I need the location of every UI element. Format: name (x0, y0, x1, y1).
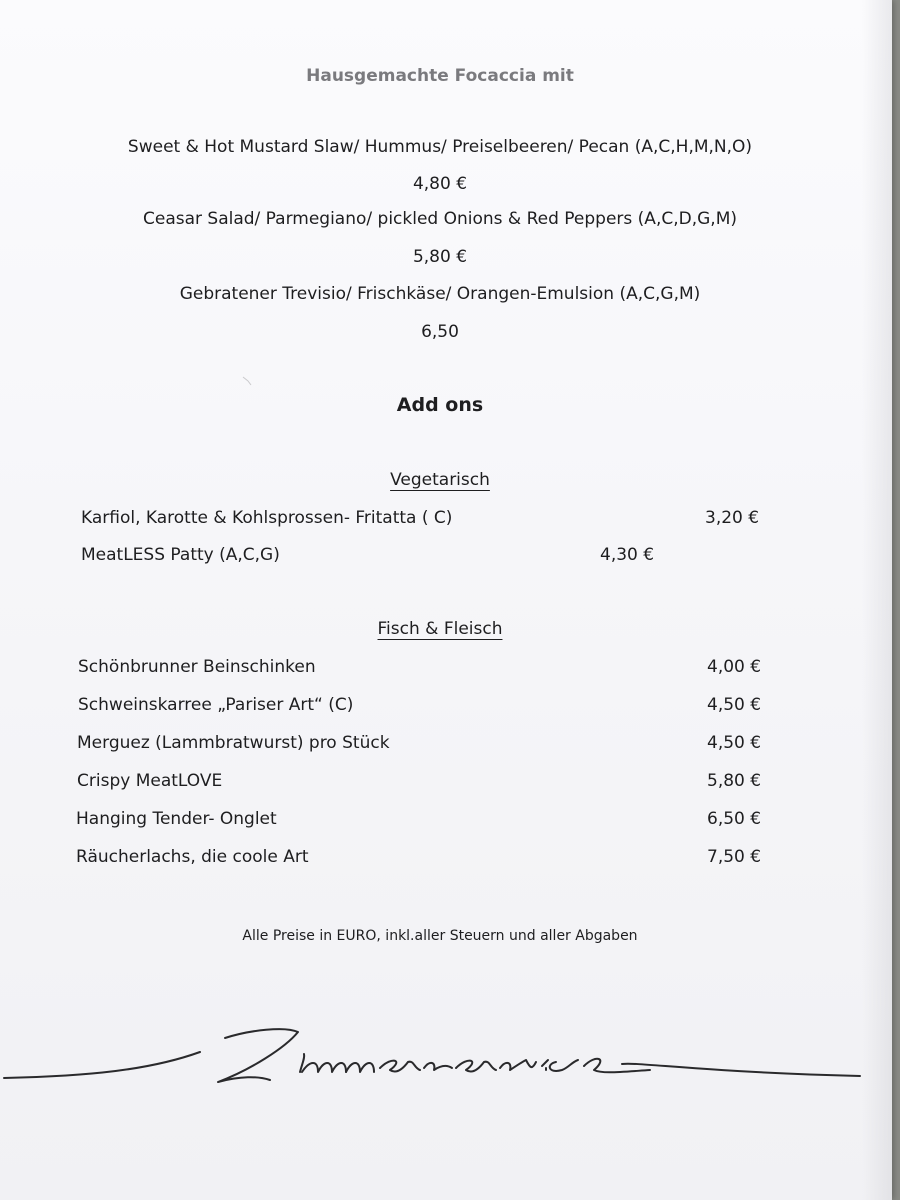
focaccia-item-1-name: Sweet & Hot Mustard Slaw/ Hummus/ Preiselbeeren/ Pecan (A,C,H,M,N,O) (127, 137, 753, 157)
add-ons-heading: Add ons (396, 394, 484, 416)
focaccia-item-3-price: 6,50 (421, 322, 459, 342)
fish-meat-item-2-name: Schweinskarree „Pariser Art“ (C) (78, 695, 354, 715)
vegetarian-item-2-name: MeatLESS Patty (A,C,G) (81, 545, 280, 565)
fish-meat-item-6-name: Räucherlachs, die coole Art (76, 847, 309, 867)
vegetarian-item-2-price: 4,30 € (600, 545, 655, 565)
fish-meat-item-3-name: Merguez (Lammbratwurst) pro Stück (77, 733, 390, 753)
fish-meat-item-3-price: 4,50 € (707, 733, 762, 753)
vegetarian-section-title: Vegetarisch (390, 470, 490, 490)
fish-meat-section-title: Fisch & Fleisch (377, 619, 503, 639)
fish-meat-item-2-price: 4,50 € (707, 695, 762, 715)
fish-meat-item-5-name: Hanging Tender- Onglet (76, 809, 277, 829)
fish-meat-item-4-price: 5,80 € (707, 771, 762, 791)
focaccia-item-1-price: 4,80 € (412, 174, 468, 194)
fish-meat-item-5-price: 6,50 € (707, 809, 762, 829)
vegetarian-item-1-name: Karfiol, Karotte & Kohlsprossen- Fritatta ( C) (81, 508, 453, 528)
fish-meat-item-6-price: 7,50 € (707, 847, 762, 867)
focaccia-item-2-name: Ceasar Salad/ Parmegiano/ pickled Onions & Red Peppers (A,C,D,G,M) (142, 209, 737, 229)
fish-meat-item-1-name: Schönbrunner Beinschinken (78, 657, 316, 677)
zimmerservice-signature (0, 1010, 880, 1100)
fish-meat-item-4-name: Crispy MeatLOVE (77, 771, 223, 791)
focaccia-item-2-price: 5,80 € (412, 247, 468, 267)
paper-speck-mark (242, 376, 252, 386)
menu-title: Hausgemachte Focaccia mit (306, 66, 574, 86)
fish-meat-item-1-price: 4,00 € (707, 657, 762, 677)
focaccia-item-3-name: Gebratener Trevisio/ Frischkäse/ Orangen-Emulsion (A,C,G,M) (179, 284, 701, 304)
vegetarian-item-1-price: 3,20 € (705, 508, 760, 528)
price-footnote: Alle Preise in EURO, inkl.aller Steuern und aller Abgaben (242, 928, 638, 944)
